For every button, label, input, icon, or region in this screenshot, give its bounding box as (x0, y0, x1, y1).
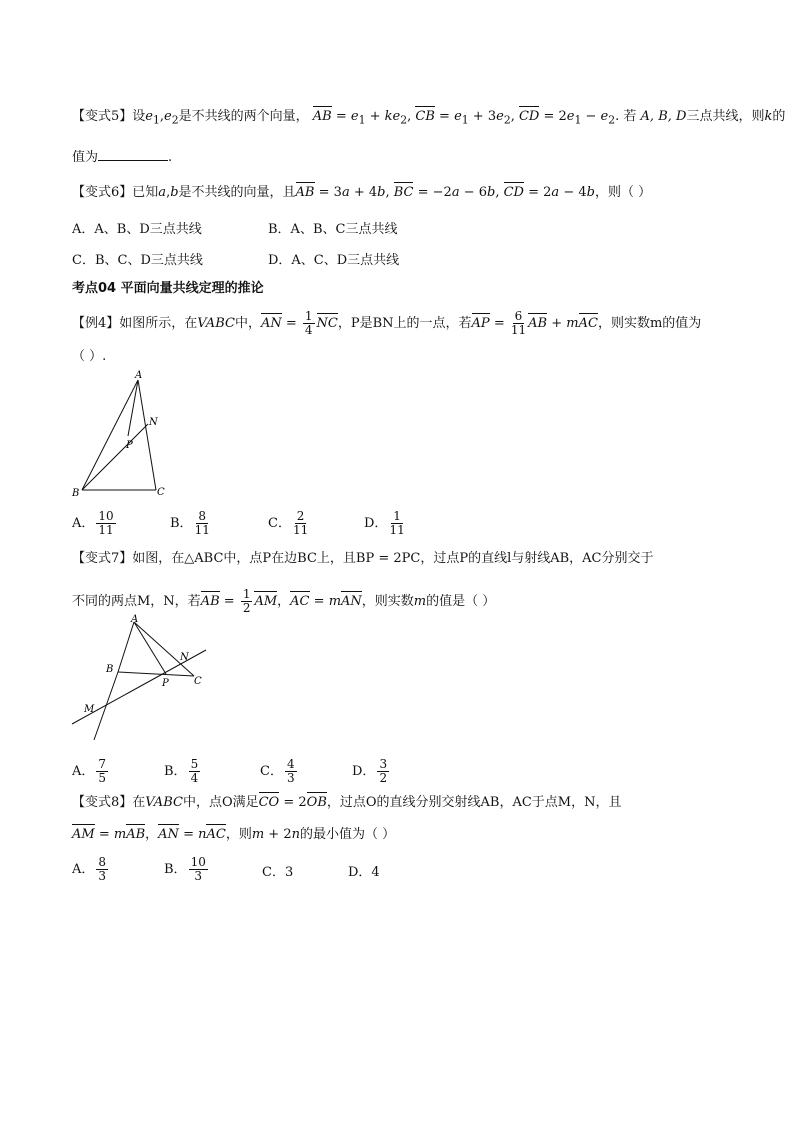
ex4-option-d[interactable]: D． $\frac{1}{11}$ (364, 509, 405, 538)
q8-label: 【变式8】 (72, 795, 133, 810)
ex4-paren: （ ）. (72, 349, 107, 364)
q8-line2: AM = mAB，AN = nAC，则m + 2n的最小值为（ ） (72, 827, 396, 842)
ex4-figure (66, 366, 186, 502)
figure7-label-m: M (84, 704, 95, 715)
q6-label: 【变式6】 (72, 185, 133, 200)
q7-option-c[interactable]: C． $\frac{4}{3}$ (260, 757, 295, 786)
q8-option-d[interactable]: D．4 (348, 865, 380, 880)
answer-blank[interactable] (98, 148, 168, 161)
figure7-label-b: B (106, 664, 114, 675)
figure-label-c: C (157, 487, 165, 498)
figure-label-a: A (135, 370, 143, 381)
ex4-label: 【例4】 (72, 316, 120, 332)
q8-line1: 【变式8】在VABC中，点O满足CO = 2OB，过点O的直线分别交射线AB，AC于点M，N，且 (72, 795, 622, 810)
figure-label-n: N (149, 417, 158, 428)
ex4-line1: 【例4】如图所示，在VABC中，AN = $\frac{1}{4}$ NC，P是BN上的一点，若AP = $\frac{6}{11}$ AB + mAC，则实数m的值为 (72, 309, 702, 338)
q6-option-d[interactable]: D．A、C、D三点共线 (268, 253, 400, 268)
q7-figure (66, 612, 216, 744)
q7-option-b[interactable]: B． $\frac{5}{4}$ (164, 757, 199, 786)
q8-option-a[interactable]: A． $\frac{8}{3}$ (72, 855, 107, 884)
q7-line2: 不同的两点M，N，若AB = $\frac{1}{2}$ AM，AC = mAN，则实数m的值是（ ） (72, 587, 496, 616)
figure-label-b: B (72, 488, 80, 499)
q7-option-d[interactable]: D． $\frac{3}{2}$ (352, 757, 388, 786)
q8-option-b[interactable]: B． $\frac{10}{3}$ (164, 855, 206, 884)
figure7-label-n: N (180, 652, 189, 663)
section-heading: 考点04 平面向量共线定理的推论 (72, 281, 264, 296)
q5-line1: 【变式5】设$e_1,e_2$是不共线的两个向量， AB = $e_1 + ke_2$, CB = $e_1 + 3e_2$, CD = $2e_1 - e_2$. 若 A, B, D三点共线，则k的 (72, 109, 786, 127)
figure7-label-c: C (194, 676, 202, 687)
q7-line1: 【变式7】如图，在△ABC中，点P在边BC上，且BP = 2PC，过点P的直线l与射线AB，AC分别交于 (72, 551, 654, 566)
q7-option-a[interactable]: A． $\frac{7}{5}$ (72, 757, 107, 786)
q5-label: 【变式5】 (72, 109, 133, 124)
figure-label-p: P (126, 440, 133, 451)
ex4-option-c[interactable]: C． $\frac{2}{11}$ (268, 509, 309, 538)
q5-line2: 值为 . (72, 150, 173, 165)
ex4-option-a[interactable]: A． $\frac{10}{11}$ (72, 509, 114, 538)
q7-label: 【变式7】 (72, 551, 133, 566)
q6-option-b[interactable]: B．A、B、C三点共线 (268, 222, 398, 237)
q6-option-c[interactable]: C．B、C、D三点共线 (72, 253, 203, 268)
q6-line1: 【变式6】已知a,b是不共线的向量，且AB = 3a + 4b, BC = −2a − 6b, CD = 2a − 4b，则（ ） (72, 185, 652, 200)
ex4-option-b[interactable]: B． $\frac{8}{11}$ (170, 509, 210, 538)
q8-option-c[interactable]: C．3 (262, 865, 294, 880)
figure7-label-a: A (131, 614, 139, 625)
q6-option-a[interactable]: A．A、B、D三点共线 (72, 222, 202, 237)
figure7-label-p: P (162, 678, 169, 689)
